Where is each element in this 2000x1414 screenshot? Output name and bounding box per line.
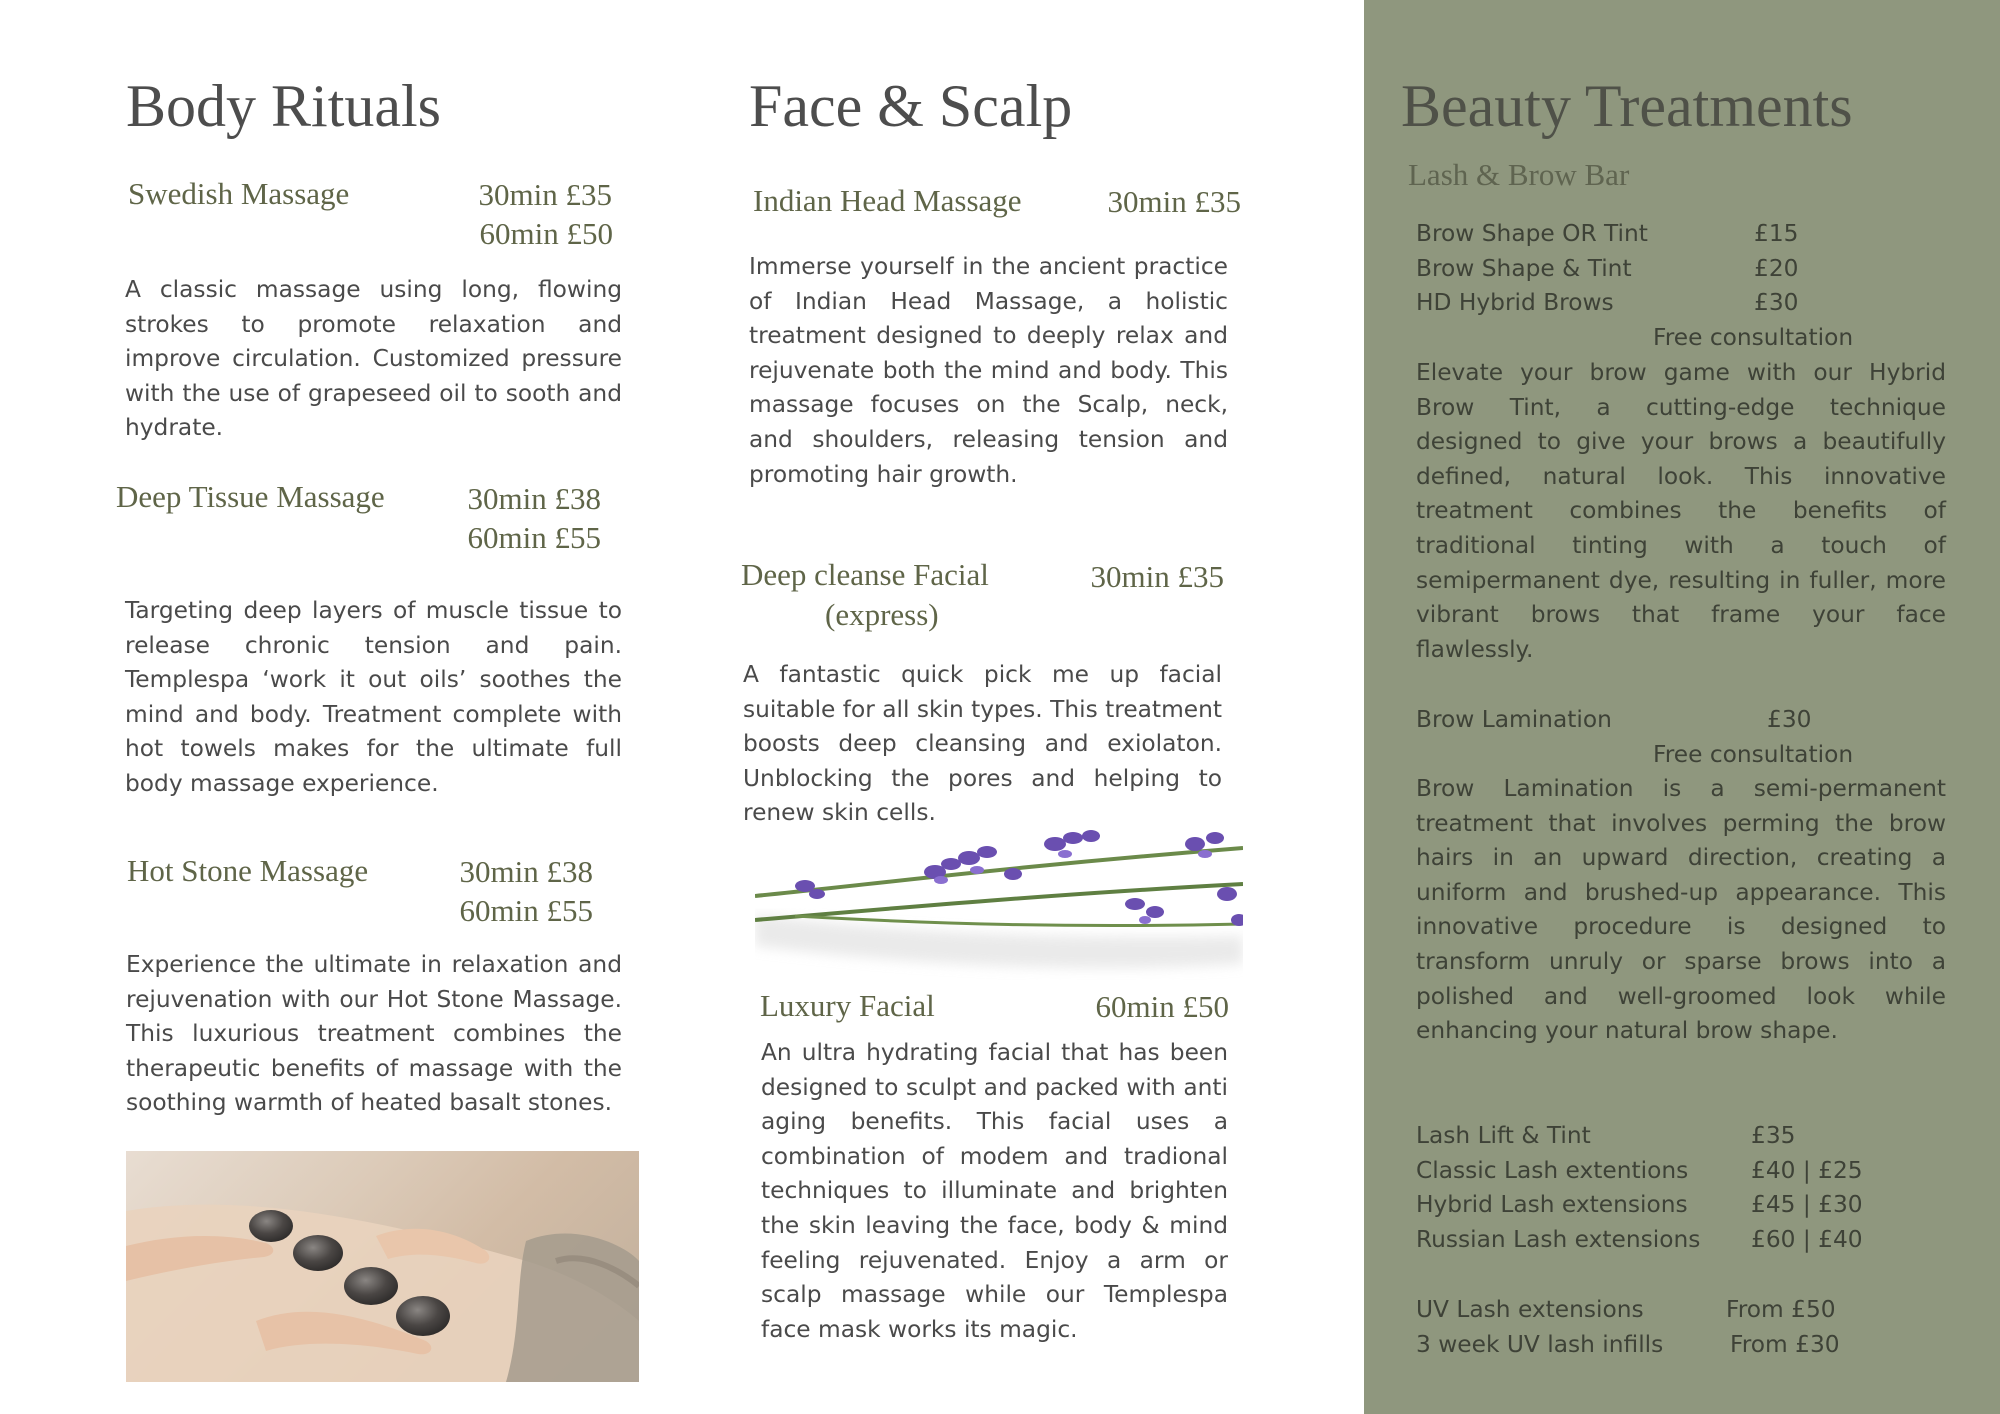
lash-price-list: [1416, 1119, 1886, 1257]
price-row-price: £45 | £30: [1751, 1191, 1863, 1219]
brow-lamination-description: Brow Lamination is a semi-permanent treatment that involves perming the brow hairs in an upward direction, creating a uniform and brushed-up appearance. This innovative procedure is designed to transform unruly or sparse brows into a polished and well-groomed look while enhancing your natural brow shape.: [1416, 775, 1946, 1045]
hot-stone-illustration: [126, 1151, 639, 1382]
price-row-price: £15: [1754, 220, 1799, 247]
deep-tissue-massage-price-60: 60min £55: [467, 520, 601, 555]
swedish-massage-price-30: 30min £35: [478, 177, 612, 212]
price-row-price: From £30: [1730, 1330, 1840, 1358]
price-row-price: £40 | £25: [1751, 1156, 1863, 1184]
indian-head-massage-name: Indian Head Massage: [753, 183, 1022, 218]
indian-head-massage-price: 30min £35: [1107, 184, 1241, 219]
swedish-massage-name: Swedish Massage: [128, 176, 350, 211]
price-row-name: Brow Shape & Tint: [1416, 254, 1632, 282]
free-consultation-note-2: Free consultation: [1653, 741, 1854, 768]
luxury-facial-description: An ultra hydrating facial that has been designed to sculpt and packed with anti aging benefits. This facial uses a combination of modem and tradional techniques to illuminate and brighten the skin leaving the face, body & mind feeling rejuvenated. Enjoy a arm or scalp massage while our Templespa face mask works its magic.: [761, 1039, 1228, 1343]
price-row: [1416, 217, 1836, 252]
deep-tissue-massage-name: Deep Tissue Massage: [116, 479, 385, 514]
hot-stone-massage-description: Experience the ultimate in relaxation and rejuvenation with our Hot Stone Massage. This luxurious treatment combines the therapeutic benefits of massage with the soothing warmth of heated basalt stones.: [126, 951, 622, 1117]
deep-cleanse-facial-description: A fantastic quick pick me up facial suitable for all skin types. This treatment boosts deep cleansing and exiolaton. Unblocking the pores and helping to renew skin cells.: [743, 661, 1222, 827]
hot-stone-massage-price-30: 30min £38: [459, 854, 593, 889]
price-row-price: £30: [1754, 289, 1799, 317]
price-row-name: UV Lash extensions: [1416, 1296, 1644, 1323]
deep-cleanse-facial-price: 30min £35: [1090, 559, 1224, 594]
luxury-facial-price: 60min £50: [1095, 989, 1229, 1024]
free-consultation-note: Free consultation: [1653, 324, 1854, 351]
hot-stone-massage-photo: [126, 1151, 639, 1382]
swedish-massage-description: A classic massage using long, flowing strokes to promote relaxation and improve circulation. Customized pressure with the use of grapeseed oil to sooth and hydrate.: [125, 276, 622, 442]
lavender-image: [755, 824, 1243, 980]
price-row-name: HD Hybrid Brows: [1416, 289, 1614, 317]
hot-stone-massage-name: Hot Stone Massage: [127, 853, 369, 888]
lash-brow-bar-subtitle: Lash & Brow Bar: [1408, 157, 1630, 192]
face-scalp-title: Face & Scalp: [749, 73, 1073, 139]
price-row-price: £60 | £40: [1751, 1225, 1863, 1253]
price-row: [1416, 252, 1836, 287]
price-row-price: From £50: [1726, 1296, 1836, 1323]
body-rituals-title: Body Rituals: [126, 73, 442, 139]
hot-stone-massage-price-60: 60min £55: [459, 893, 593, 928]
deep-cleanse-facial-subname: (express): [825, 597, 939, 632]
deep-tissue-massage-price-30: 30min £38: [467, 481, 601, 516]
price-row: [1416, 1328, 1886, 1363]
price-row: [1416, 1223, 1886, 1258]
lavender-illustration: [755, 824, 1243, 980]
price-row-price: £35: [1751, 1122, 1796, 1149]
brow-price-list: [1416, 217, 1836, 321]
price-row-name: Hybrid Lash extensions: [1416, 1191, 1688, 1219]
price-row: [1416, 1119, 1886, 1154]
beauty-treatments-title: Beauty Treatments: [1401, 73, 1853, 139]
deep-cleanse-facial-name: Deep cleanse Facial: [741, 557, 989, 592]
price-row-name: Lash Lift & Tint: [1416, 1122, 1591, 1149]
indian-head-massage-description: Immerse yourself in the ancient practice of Indian Head Massage, a holistic treatment designed to deeply relax and rejuvenate both the mind and body. This massage focuses on the Scalp, neck, and shoulders, releasing tension and promoting hair growth.: [749, 253, 1228, 488]
price-row: [1416, 1188, 1886, 1223]
price-row-name: Russian Lash extensions: [1416, 1225, 1701, 1253]
price-row-name: 3 week UV lash infills: [1416, 1330, 1664, 1358]
price-row-name: Classic Lash extentions: [1416, 1156, 1689, 1184]
uv-lash-price-list: [1416, 1293, 1886, 1362]
deep-tissue-massage-description: Targeting deep layers of muscle tissue to release chronic tension and pain. Templespa ‘work it out oils’ soothes the mind and body. Treatment complete with hot towels makes for the ultimate full body massage experience.: [125, 597, 622, 797]
price-row: [1416, 1293, 1886, 1328]
luxury-facial-name: Luxury Facial: [760, 988, 935, 1023]
price-row-price: £20: [1754, 254, 1799, 282]
hybrid-brows-description: Elevate your brow game with our Hybrid Brow Tint, a cutting-edge technique designed to give your brows a beautifully defined, natural look. This innovative treatment combines the benefits of traditional tinting with a touch of semipermanent dye, resulting in fuller, more vibrant brows that frame your face flawlessly.: [1416, 359, 1946, 663]
brow-lamination-price: £30: [1767, 706, 1812, 733]
brow-lamination-name: Brow Lamination: [1416, 706, 1612, 733]
price-row: [1416, 1154, 1886, 1189]
swedish-massage-price-60: 60min £50: [479, 216, 613, 251]
price-row: [1416, 286, 1836, 321]
price-row-name: Brow Shape OR Tint: [1416, 220, 1648, 247]
